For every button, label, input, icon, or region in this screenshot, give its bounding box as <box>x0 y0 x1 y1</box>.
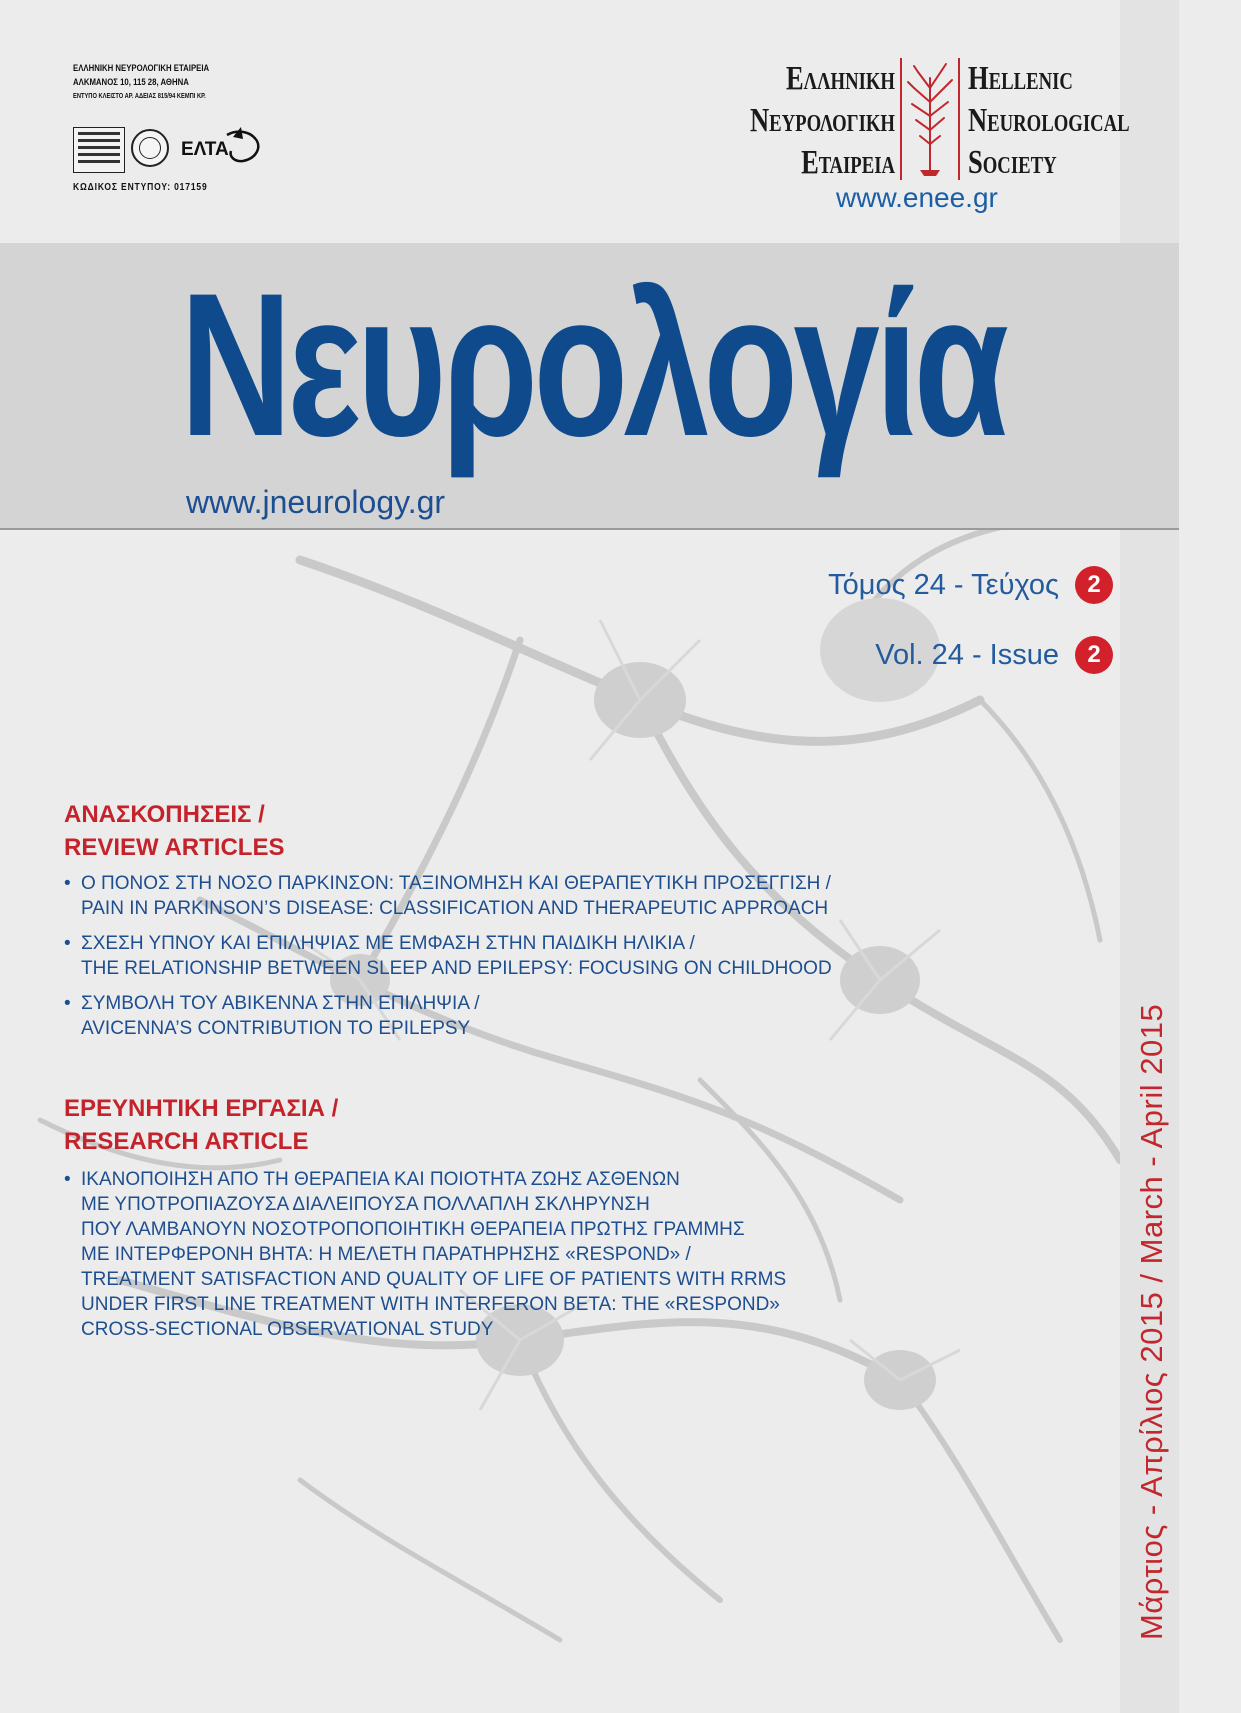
issue-number-badge: 2 <box>1075 636 1113 674</box>
article-title-line: TREATMENT SATISFACTION AND QUALITY OF LIFE OF PATIENTS WITH RRMS <box>81 1269 787 1290</box>
article-title-line: Ο ΠΟΝΟΣ ΣΤΗ ΝΟΣΟ ΠΑΡΚΙΝΣΟΝ: ΤΑΞΙΝΟΜΗΣΗ ΚΑΙ ΘΕΡΑΠΕΥΤΙΚΗ ΠΡΟΣΕΓΓΙΣΗ / <box>81 873 831 894</box>
article-title-line: ΣΧΕΣΗ ΥΠΝΟΥ ΚΑΙ ΕΠΙΛΗΨΙΑΣ ΜΕ ΕΜΦΑΣΗ ΣΤΗΝ ΠΑΙΔΙΚΗ ΗΛΙΚΙΑ / <box>81 933 695 954</box>
article-item[interactable] <box>64 1167 786 1342</box>
society-url-link[interactable]: www.enee.gr <box>836 182 998 213</box>
volume-issue-greek <box>828 566 1113 604</box>
journal-title: Νευρολογία <box>180 251 1005 479</box>
section-heading-line: ΕΡΕΥΝΗΤΙΚΗ ΕΡΓΑΣΙΑ / <box>64 1095 339 1122</box>
article-title-line: ΙΚΑΝΟΠΟΙΗΣΗ ΑΠΟ ΤΗ ΘΕΡΑΠΕΙΑ ΚΑΙ ΠΟΙΟΤΗΤΑ ΖΩΗΣ ΑΣΘΕΝΩΝ <box>81 1169 680 1190</box>
print-code: ΚΩΔΙΚΟΣ ΕΝΤΥΠΟΥ: 017159 <box>73 182 208 193</box>
society-plant-logo-icon <box>900 58 960 180</box>
article-title-line: ΣΥΜΒΟΛΗ ΤΟΥ ΑΒΙΚΕΝΝΑ ΣΤΗΝ ΕΠΙΛΗΨΙΑ / <box>81 993 480 1014</box>
section-heading-line: REVIEW ARTICLES <box>64 834 285 861</box>
article-item[interactable] <box>64 871 831 921</box>
volume-issue-english-label: Vol. 24 - Issue <box>875 638 1059 671</box>
postal-info <box>73 62 209 104</box>
article-title-line: AVICENNA’S CONTRIBUTION TO EPILEPSY <box>81 1018 471 1039</box>
society-english-line: Hellenic <box>968 60 1073 97</box>
article-item[interactable] <box>64 931 832 981</box>
postal-line: ΕΝΤΥΠΟ ΚΛΕΙΣΤΟ ΑΡ. ΑΔΕΙΑΣ 815/94 ΚΕΜΠΙ ΚΡ. <box>73 93 206 100</box>
article-title-line: ΜΕ ΙΝΤΕΡΦΕΡΟΝΗ ΒΗΤΑ: Η ΜΕΛΕΤΗ ΠΑΡΑΤΗΡΗΣΗΣ «RESPOND» / <box>81 1244 691 1265</box>
elta-logo <box>177 125 263 173</box>
society-name-greek <box>680 58 895 184</box>
article-title-line: PAIN IN PARKINSON’S DISEASE: CLASSIFICATION AND THERAPEUTIC APPROACH <box>81 898 829 919</box>
journal-url-link[interactable]: www.jneurology.gr <box>186 484 446 520</box>
article-item[interactable] <box>64 991 480 1041</box>
elta-label: ΕΛΤΑ <box>181 139 229 160</box>
section-heading-research <box>64 1092 338 1158</box>
postal-seal-icon <box>131 129 169 167</box>
society-name-english <box>968 58 1198 184</box>
postal-line: ΑΛΚΜΑΝΟΣ 10, 115 28, ΑΘΗΝΑ <box>73 77 189 88</box>
volume-issue-english <box>875 636 1113 674</box>
postal-line: ΕΛΛΗΝΙΚΗ ΝΕΥΡΟΛΟΓΙΚΗ ΕΤΑΙΡΕΙΑ <box>73 63 210 74</box>
section-heading-line: RESEARCH ARTICLE <box>64 1128 309 1155</box>
society-greek-line: Εταιρεια <box>801 144 895 181</box>
article-title-line: ΠΟΥ ΛΑΜΒΑΝΟΥΝ ΝΟΣΟΤΡΟΠΟΠΟΙΗΤΙΚΗ ΘΕΡΑΠΕΙΑ ΠΡΩΤΗΣ ΓΡΑΜΜΗΣ <box>81 1219 745 1240</box>
section-heading-line: ΑΝΑΣΚΟΠΗΣΕΙΣ / <box>64 801 265 828</box>
bullet-icon: • <box>64 993 71 1014</box>
bullet-icon: • <box>64 1169 71 1190</box>
volume-issue-greek-label: Τόμος 24 - Τεύχος <box>828 568 1059 601</box>
issue-number-badge: 2 <box>1075 566 1113 604</box>
society-greek-line: Ελληνικη <box>785 60 895 97</box>
society-english-line: Society <box>968 144 1057 181</box>
prepaid-postage-stamp-icon <box>73 127 125 173</box>
bullet-icon: • <box>64 873 71 894</box>
article-title-line: UNDER FIRST LINE TREATMENT WITH INTERFERON BETA: THE «RESPOND» <box>81 1294 780 1315</box>
article-title-line: ΜΕ ΥΠΟΤΡΟΠΙΑΖΟΥΣΑ ΔΙΑΛΕΙΠΟΥΣΑ ΠΟΛΛΑΠΛΗ ΣΚΛΗΡΥΝΣΗ <box>81 1194 650 1215</box>
bullet-icon: • <box>64 933 71 954</box>
article-title-line: THE RELATIONSHIP BETWEEN SLEEP AND EPILEPSY: FOCUSING ON CHILDHOOD <box>81 958 832 979</box>
article-title-line: CROSS-SECTIONAL OBSERVATIONAL STUDY <box>81 1319 494 1340</box>
postal-badges <box>73 125 263 173</box>
society-greek-line: Νευρολογικη <box>750 102 895 139</box>
section-heading-review <box>64 798 284 864</box>
issue-date-vertical: Μάρτιος - Απρίλιος 2015 / March - April 2015 <box>1134 1003 1169 1640</box>
society-english-line: Neurological <box>968 102 1130 139</box>
